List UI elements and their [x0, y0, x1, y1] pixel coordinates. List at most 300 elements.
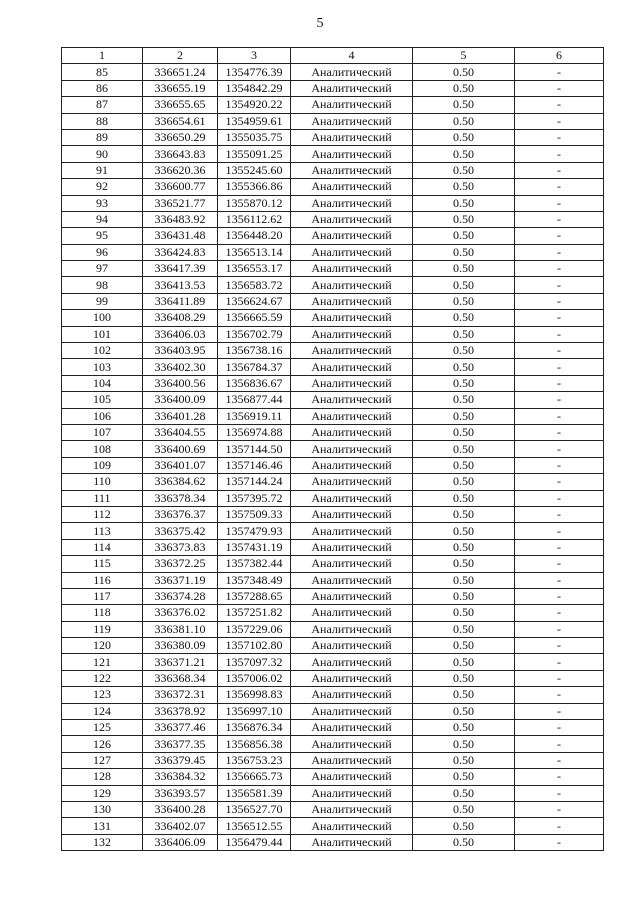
y-coordinate-cell: 1356512.55 [218, 818, 291, 834]
accuracy-cell: 0.50 [413, 687, 515, 703]
y-coordinate-cell: 1356974.88 [218, 424, 291, 440]
y-coordinate-cell: 1357144.50 [218, 441, 291, 457]
accuracy-cell: 0.50 [413, 556, 515, 572]
x-coordinate-cell: 336384.62 [143, 474, 218, 490]
point-number-cell: 112 [62, 506, 143, 522]
x-coordinate-cell: 336406.09 [143, 834, 218, 850]
accuracy-cell: 0.50 [413, 703, 515, 719]
x-coordinate-cell: 336406.03 [143, 326, 218, 342]
accuracy-cell: 0.50 [413, 818, 515, 834]
x-coordinate-cell: 336380.09 [143, 638, 218, 654]
point-number-cell: 93 [62, 195, 143, 211]
table-row [62, 326, 604, 342]
point-number-cell: 131 [62, 818, 143, 834]
point-number-cell: 91 [62, 162, 143, 178]
accuracy-cell: 0.50 [413, 310, 515, 326]
accuracy-cell: 0.50 [413, 146, 515, 162]
y-coordinate-cell: 1356527.70 [218, 801, 291, 817]
x-coordinate-cell: 336402.07 [143, 818, 218, 834]
note-cell: - [515, 408, 604, 424]
y-coordinate-cell: 1357479.93 [218, 523, 291, 539]
x-coordinate-cell: 336371.19 [143, 572, 218, 588]
y-coordinate-cell: 1356702.79 [218, 326, 291, 342]
point-number-cell: 107 [62, 424, 143, 440]
method-cell: Аналитический [291, 556, 413, 572]
x-coordinate-cell: 336400.56 [143, 375, 218, 391]
y-coordinate-cell: 1356753.23 [218, 752, 291, 768]
note-cell: - [515, 211, 604, 227]
point-number-cell: 106 [62, 408, 143, 424]
method-cell: Аналитический [291, 64, 413, 80]
table-row [62, 179, 604, 195]
accuracy-cell: 0.50 [413, 343, 515, 359]
y-coordinate-cell: 1357251.82 [218, 605, 291, 621]
note-cell: - [515, 277, 604, 293]
accuracy-cell: 0.50 [413, 424, 515, 440]
point-number-cell: 100 [62, 310, 143, 326]
method-cell: Аналитический [291, 293, 413, 309]
table-row [62, 97, 604, 113]
table-row [62, 523, 604, 539]
point-number-cell: 128 [62, 769, 143, 785]
note-cell: - [515, 703, 604, 719]
note-cell: - [515, 441, 604, 457]
accuracy-cell: 0.50 [413, 654, 515, 670]
note-cell: - [515, 834, 604, 850]
y-coordinate-cell: 1355035.75 [218, 129, 291, 145]
accuracy-cell: 0.50 [413, 752, 515, 768]
note-cell: - [515, 326, 604, 342]
table-row [62, 621, 604, 637]
method-cell: Аналитический [291, 670, 413, 686]
column-header: 5 [413, 48, 515, 64]
note-cell: - [515, 343, 604, 359]
method-cell: Аналитический [291, 801, 413, 817]
point-number-cell: 118 [62, 605, 143, 621]
method-cell: Аналитический [291, 523, 413, 539]
accuracy-cell: 0.50 [413, 64, 515, 80]
y-coordinate-cell: 1356784.37 [218, 359, 291, 375]
point-number-cell: 105 [62, 392, 143, 408]
point-number-cell: 122 [62, 670, 143, 686]
point-number-cell: 120 [62, 638, 143, 654]
method-cell: Аналитический [291, 310, 413, 326]
point-number-cell: 104 [62, 375, 143, 391]
accuracy-cell: 0.50 [413, 261, 515, 277]
y-coordinate-cell: 1356877.44 [218, 392, 291, 408]
table-row [62, 720, 604, 736]
accuracy-cell: 0.50 [413, 785, 515, 801]
method-cell: Аналитический [291, 818, 413, 834]
x-coordinate-cell: 336521.77 [143, 195, 218, 211]
note-cell: - [515, 670, 604, 686]
y-coordinate-cell: 1357097.32 [218, 654, 291, 670]
method-cell: Аналитический [291, 490, 413, 506]
accuracy-cell: 0.50 [413, 506, 515, 522]
point-number-cell: 113 [62, 523, 143, 539]
table-row [62, 359, 604, 375]
table-row [62, 343, 604, 359]
note-cell: - [515, 113, 604, 129]
y-coordinate-cell: 1356581.39 [218, 785, 291, 801]
method-cell: Аналитический [291, 654, 413, 670]
column-header: 6 [515, 48, 604, 64]
x-coordinate-cell: 336655.19 [143, 80, 218, 96]
point-number-cell: 111 [62, 490, 143, 506]
y-coordinate-cell: 1356997.10 [218, 703, 291, 719]
table-row [62, 146, 604, 162]
accuracy-cell: 0.50 [413, 97, 515, 113]
note-cell: - [515, 818, 604, 834]
method-cell: Аналитический [291, 97, 413, 113]
note-cell: - [515, 228, 604, 244]
note-cell: - [515, 261, 604, 277]
method-cell: Аналитический [291, 572, 413, 588]
table-row [62, 687, 604, 703]
method-cell: Аналитический [291, 129, 413, 145]
x-coordinate-cell: 336377.46 [143, 720, 218, 736]
accuracy-cell: 0.50 [413, 113, 515, 129]
note-cell: - [515, 572, 604, 588]
table-header-row [62, 48, 604, 64]
method-cell: Аналитический [291, 211, 413, 227]
accuracy-cell: 0.50 [413, 244, 515, 260]
table-row [62, 162, 604, 178]
note-cell: - [515, 736, 604, 752]
table-row [62, 392, 604, 408]
y-coordinate-cell: 1354959.61 [218, 113, 291, 129]
y-coordinate-cell: 1356738.16 [218, 343, 291, 359]
accuracy-cell: 0.50 [413, 441, 515, 457]
x-coordinate-cell: 336378.34 [143, 490, 218, 506]
method-cell: Аналитический [291, 244, 413, 260]
table-body [62, 64, 604, 851]
point-number-cell: 92 [62, 179, 143, 195]
point-number-cell: 110 [62, 474, 143, 490]
accuracy-cell: 0.50 [413, 359, 515, 375]
y-coordinate-cell: 1354920.22 [218, 97, 291, 113]
point-number-cell: 90 [62, 146, 143, 162]
accuracy-cell: 0.50 [413, 670, 515, 686]
x-coordinate-cell: 336643.83 [143, 146, 218, 162]
accuracy-cell: 0.50 [413, 523, 515, 539]
y-coordinate-cell: 1357382.44 [218, 556, 291, 572]
method-cell: Аналитический [291, 424, 413, 440]
accuracy-cell: 0.50 [413, 228, 515, 244]
y-coordinate-cell: 1357229.06 [218, 621, 291, 637]
method-cell: Аналитический [291, 605, 413, 621]
point-number-cell: 117 [62, 588, 143, 604]
accuracy-cell: 0.50 [413, 769, 515, 785]
x-coordinate-cell: 336483.92 [143, 211, 218, 227]
x-coordinate-cell: 336377.35 [143, 736, 218, 752]
y-coordinate-cell: 1357144.24 [218, 474, 291, 490]
x-coordinate-cell: 336368.34 [143, 670, 218, 686]
table-row [62, 228, 604, 244]
accuracy-cell: 0.50 [413, 736, 515, 752]
note-cell: - [515, 556, 604, 572]
table-row [62, 244, 604, 260]
accuracy-cell: 0.50 [413, 277, 515, 293]
x-coordinate-cell: 336402.30 [143, 359, 218, 375]
x-coordinate-cell: 336381.10 [143, 621, 218, 637]
table-row [62, 834, 604, 850]
x-coordinate-cell: 336400.69 [143, 441, 218, 457]
note-cell: - [515, 539, 604, 555]
table-row [62, 588, 604, 604]
accuracy-cell: 0.50 [413, 588, 515, 604]
method-cell: Аналитический [291, 703, 413, 719]
y-coordinate-cell: 1356665.73 [218, 769, 291, 785]
y-coordinate-cell: 1356665.59 [218, 310, 291, 326]
y-coordinate-cell: 1355091.25 [218, 146, 291, 162]
note-cell: - [515, 293, 604, 309]
y-coordinate-cell: 1356998.83 [218, 687, 291, 703]
method-cell: Аналитический [291, 113, 413, 129]
note-cell: - [515, 64, 604, 80]
table-row [62, 408, 604, 424]
table-row [62, 113, 604, 129]
method-cell: Аналитический [291, 80, 413, 96]
accuracy-cell: 0.50 [413, 801, 515, 817]
y-coordinate-cell: 1355366.86 [218, 179, 291, 195]
y-coordinate-cell: 1357395.72 [218, 490, 291, 506]
method-cell: Аналитический [291, 326, 413, 342]
y-coordinate-cell: 1356836.67 [218, 375, 291, 391]
x-coordinate-cell: 336374.28 [143, 588, 218, 604]
note-cell: - [515, 621, 604, 637]
note-cell: - [515, 457, 604, 473]
note-cell: - [515, 375, 604, 391]
note-cell: - [515, 720, 604, 736]
accuracy-cell: 0.50 [413, 80, 515, 96]
table-row [62, 457, 604, 473]
y-coordinate-cell: 1356513.14 [218, 244, 291, 260]
x-coordinate-cell: 336417.39 [143, 261, 218, 277]
accuracy-cell: 0.50 [413, 211, 515, 227]
method-cell: Аналитический [291, 457, 413, 473]
method-cell: Аналитический [291, 752, 413, 768]
y-coordinate-cell: 1356112.62 [218, 211, 291, 227]
y-coordinate-cell: 1357348.49 [218, 572, 291, 588]
y-coordinate-cell: 1357102.80 [218, 638, 291, 654]
accuracy-cell: 0.50 [413, 162, 515, 178]
y-coordinate-cell: 1356856.38 [218, 736, 291, 752]
table-row [62, 506, 604, 522]
y-coordinate-cell: 1355870.12 [218, 195, 291, 211]
method-cell: Аналитический [291, 162, 413, 178]
table-row [62, 818, 604, 834]
y-coordinate-cell: 1355245.60 [218, 162, 291, 178]
x-coordinate-cell: 336373.83 [143, 539, 218, 555]
table-row [62, 539, 604, 555]
column-header: 1 [62, 48, 143, 64]
note-cell: - [515, 506, 604, 522]
y-coordinate-cell: 1354776.39 [218, 64, 291, 80]
table-row [62, 310, 604, 326]
x-coordinate-cell: 336400.09 [143, 392, 218, 408]
x-coordinate-cell: 336651.24 [143, 64, 218, 80]
point-number-cell: 115 [62, 556, 143, 572]
method-cell: Аналитический [291, 736, 413, 752]
point-number-cell: 87 [62, 97, 143, 113]
accuracy-cell: 0.50 [413, 408, 515, 424]
point-number-cell: 125 [62, 720, 143, 736]
point-number-cell: 97 [62, 261, 143, 277]
method-cell: Аналитический [291, 474, 413, 490]
x-coordinate-cell: 336411.89 [143, 293, 218, 309]
x-coordinate-cell: 336413.53 [143, 277, 218, 293]
method-cell: Аналитический [291, 834, 413, 850]
point-number-cell: 102 [62, 343, 143, 359]
point-number-cell: 101 [62, 326, 143, 342]
table-row [62, 572, 604, 588]
method-cell: Аналитический [291, 588, 413, 604]
note-cell: - [515, 687, 604, 703]
coordinates-table [61, 47, 604, 851]
x-coordinate-cell: 336372.31 [143, 687, 218, 703]
point-number-cell: 124 [62, 703, 143, 719]
accuracy-cell: 0.50 [413, 375, 515, 391]
x-coordinate-cell: 336371.21 [143, 654, 218, 670]
note-cell: - [515, 310, 604, 326]
accuracy-cell: 0.50 [413, 457, 515, 473]
note-cell: - [515, 392, 604, 408]
point-number-cell: 85 [62, 64, 143, 80]
method-cell: Аналитический [291, 343, 413, 359]
note-cell: - [515, 244, 604, 260]
note-cell: - [515, 638, 604, 654]
accuracy-cell: 0.50 [413, 605, 515, 621]
note-cell: - [515, 359, 604, 375]
table-row [62, 752, 604, 768]
y-coordinate-cell: 1356624.67 [218, 293, 291, 309]
point-number-cell: 89 [62, 129, 143, 145]
point-number-cell: 103 [62, 359, 143, 375]
method-cell: Аналитический [291, 277, 413, 293]
note-cell: - [515, 752, 604, 768]
point-number-cell: 94 [62, 211, 143, 227]
x-coordinate-cell: 336401.28 [143, 408, 218, 424]
note-cell: - [515, 424, 604, 440]
y-coordinate-cell: 1356919.11 [218, 408, 291, 424]
note-cell: - [515, 785, 604, 801]
accuracy-cell: 0.50 [413, 293, 515, 309]
note-cell: - [515, 195, 604, 211]
accuracy-cell: 0.50 [413, 129, 515, 145]
x-coordinate-cell: 336376.37 [143, 506, 218, 522]
note-cell: - [515, 801, 604, 817]
table-row [62, 605, 604, 621]
x-coordinate-cell: 336404.55 [143, 424, 218, 440]
y-coordinate-cell: 1356448.20 [218, 228, 291, 244]
method-cell: Аналитический [291, 195, 413, 211]
note-cell: - [515, 654, 604, 670]
x-coordinate-cell: 336401.07 [143, 457, 218, 473]
accuracy-cell: 0.50 [413, 179, 515, 195]
table-row [62, 801, 604, 817]
method-cell: Аналитический [291, 785, 413, 801]
table-row [62, 277, 604, 293]
table-row [62, 80, 604, 96]
column-header: 3 [218, 48, 291, 64]
x-coordinate-cell: 336376.02 [143, 605, 218, 621]
y-coordinate-cell: 1356583.72 [218, 277, 291, 293]
table-row [62, 490, 604, 506]
table-row [62, 441, 604, 457]
point-number-cell: 130 [62, 801, 143, 817]
x-coordinate-cell: 336408.29 [143, 310, 218, 326]
method-cell: Аналитический [291, 621, 413, 637]
x-coordinate-cell: 336600.77 [143, 179, 218, 195]
table-row [62, 769, 604, 785]
table-row [62, 293, 604, 309]
point-number-cell: 132 [62, 834, 143, 850]
point-number-cell: 88 [62, 113, 143, 129]
accuracy-cell: 0.50 [413, 195, 515, 211]
method-cell: Аналитический [291, 539, 413, 555]
method-cell: Аналитический [291, 769, 413, 785]
table-row [62, 654, 604, 670]
accuracy-cell: 0.50 [413, 490, 515, 506]
method-cell: Аналитический [291, 261, 413, 277]
table-row [62, 129, 604, 145]
method-cell: Аналитический [291, 506, 413, 522]
y-coordinate-cell: 1357431.19 [218, 539, 291, 555]
y-coordinate-cell: 1354842.29 [218, 80, 291, 96]
point-number-cell: 95 [62, 228, 143, 244]
note-cell: - [515, 179, 604, 195]
method-cell: Аналитический [291, 687, 413, 703]
table-row [62, 638, 604, 654]
table-row [62, 261, 604, 277]
method-cell: Аналитический [291, 441, 413, 457]
table-row [62, 556, 604, 572]
accuracy-cell: 0.50 [413, 834, 515, 850]
method-cell: Аналитический [291, 359, 413, 375]
note-cell: - [515, 769, 604, 785]
x-coordinate-cell: 336431.48 [143, 228, 218, 244]
note-cell: - [515, 490, 604, 506]
x-coordinate-cell: 336375.42 [143, 523, 218, 539]
note-cell: - [515, 97, 604, 113]
page-number: 5 [316, 16, 324, 31]
x-coordinate-cell: 336620.36 [143, 162, 218, 178]
x-coordinate-cell: 336403.95 [143, 343, 218, 359]
y-coordinate-cell: 1356876.34 [218, 720, 291, 736]
table-row [62, 474, 604, 490]
accuracy-cell: 0.50 [413, 572, 515, 588]
note-cell: - [515, 588, 604, 604]
accuracy-cell: 0.50 [413, 621, 515, 637]
method-cell: Аналитический [291, 638, 413, 654]
x-coordinate-cell: 336654.61 [143, 113, 218, 129]
point-number-cell: 98 [62, 277, 143, 293]
accuracy-cell: 0.50 [413, 638, 515, 654]
method-cell: Аналитический [291, 392, 413, 408]
x-coordinate-cell: 336650.29 [143, 129, 218, 145]
note-cell: - [515, 474, 604, 490]
y-coordinate-cell: 1357509.33 [218, 506, 291, 522]
note-cell: - [515, 523, 604, 539]
method-cell: Аналитический [291, 375, 413, 391]
method-cell: Аналитический [291, 146, 413, 162]
method-cell: Аналитический [291, 720, 413, 736]
point-number-cell: 108 [62, 441, 143, 457]
point-number-cell: 99 [62, 293, 143, 309]
table-row [62, 736, 604, 752]
x-coordinate-cell: 336424.83 [143, 244, 218, 260]
